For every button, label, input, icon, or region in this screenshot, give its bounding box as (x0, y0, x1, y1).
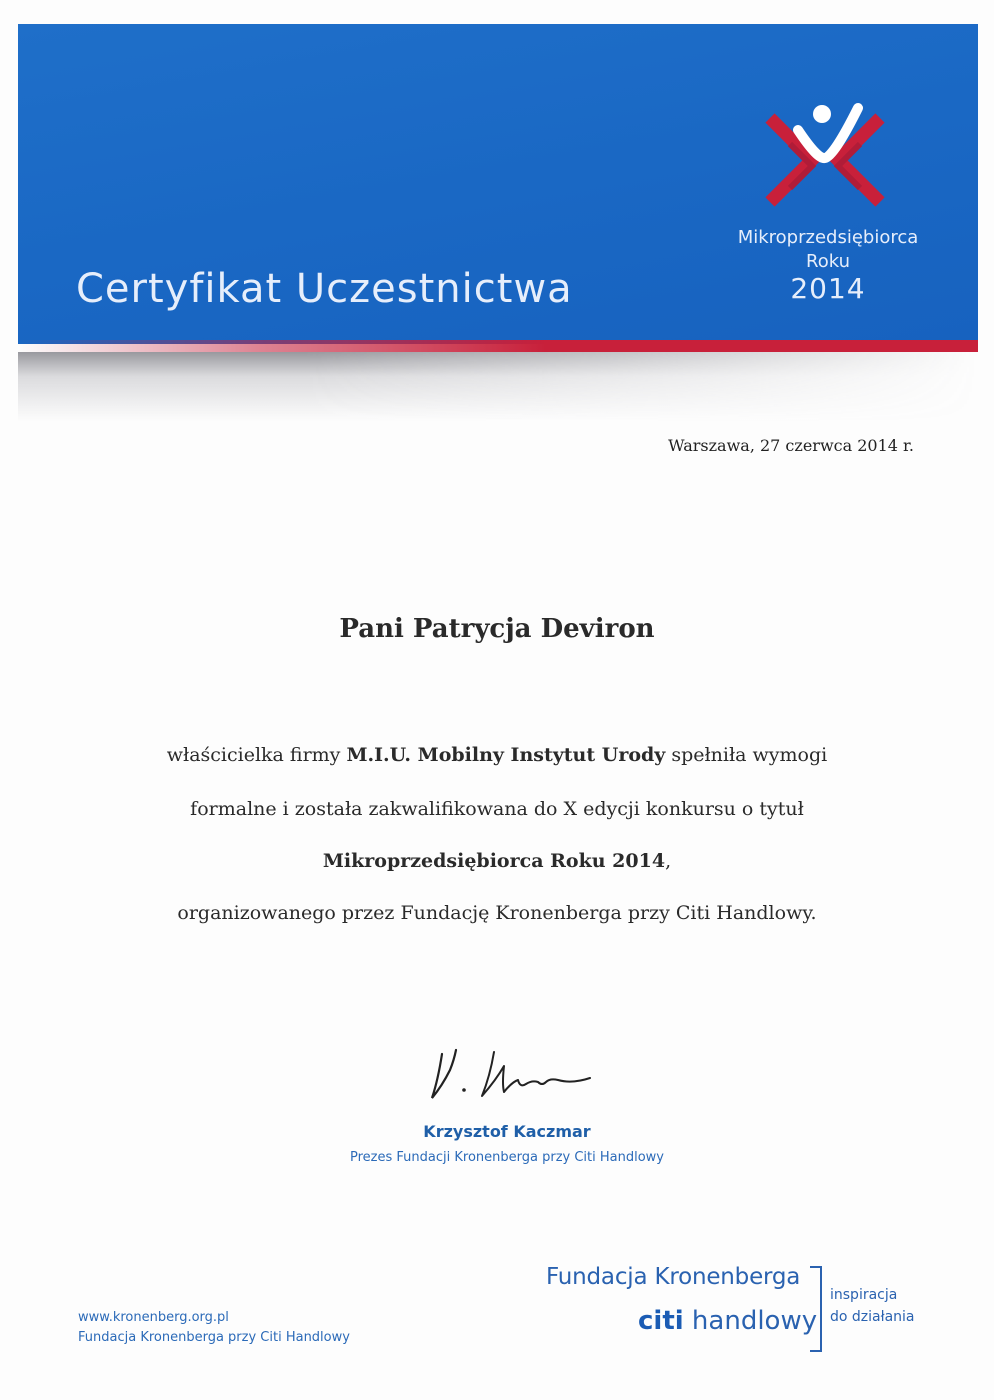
tagline-line-2: do działania (830, 1309, 915, 1325)
fundacja-kronenberga-logo (540, 1262, 930, 1362)
footer-org: Fundacja Kronenberga przy Citi Handlowy (78, 1330, 350, 1345)
header-shadow (18, 352, 978, 422)
contest-title: Mikroprzedsiębiorca Roku 2014 (322, 850, 666, 872)
body-line-2: formalne i została zakwalifikowana do X edycji konkursu o tytuł (190, 798, 804, 820)
citi-handlowy-wordmark (638, 1306, 817, 1336)
citi-word: citi (638, 1306, 684, 1336)
certificate-title: Certyfikat Uczestnictwa (76, 266, 573, 312)
mikroprzedsiebiorca-logo-icon (760, 100, 890, 220)
body-line-1 (0, 744, 994, 766)
handwritten-signature (420, 1040, 600, 1110)
company-name: M.I.U. Mobilny Instytut Urody (346, 744, 666, 766)
logo-line-2: Roku (806, 251, 850, 272)
body-line-1-post: spełniła wymogi (665, 744, 828, 766)
recipient-name: Pani Patrycja Deviron (339, 614, 655, 644)
logo-line-1: Mikroprzedsiębiorca (737, 227, 919, 248)
logo-line-3: 2014 (790, 272, 866, 305)
tagline-line-1: inspiracja (830, 1287, 898, 1303)
body-line-3-post: , (665, 850, 672, 872)
logo-tagline (830, 1284, 915, 1328)
website-link[interactable]: www.kronenberg.org.pl (78, 1310, 229, 1325)
header-red-stripe (18, 340, 978, 352)
footer-contact (78, 1308, 350, 1348)
logo-text (718, 226, 938, 304)
foundation-name: Fundacja Kronenberga (546, 1264, 801, 1290)
body-line-3 (0, 850, 994, 872)
logo-bracket (810, 1266, 822, 1352)
signer-name: Krzysztof Kaczmar (423, 1122, 591, 1141)
handlowy-word: handlowy (683, 1306, 818, 1336)
body-line-1-pre: właścicielka firmy (166, 744, 347, 766)
signer-role: Prezes Fundacji Kronenberga przy Citi Handlowy (350, 1150, 664, 1165)
body-line-4: organizowanego przez Fundację Kronenberga przy Citi Handlowy. (177, 902, 817, 924)
issue-date: Warszawa, 27 czerwca 2014 r. (668, 436, 914, 455)
